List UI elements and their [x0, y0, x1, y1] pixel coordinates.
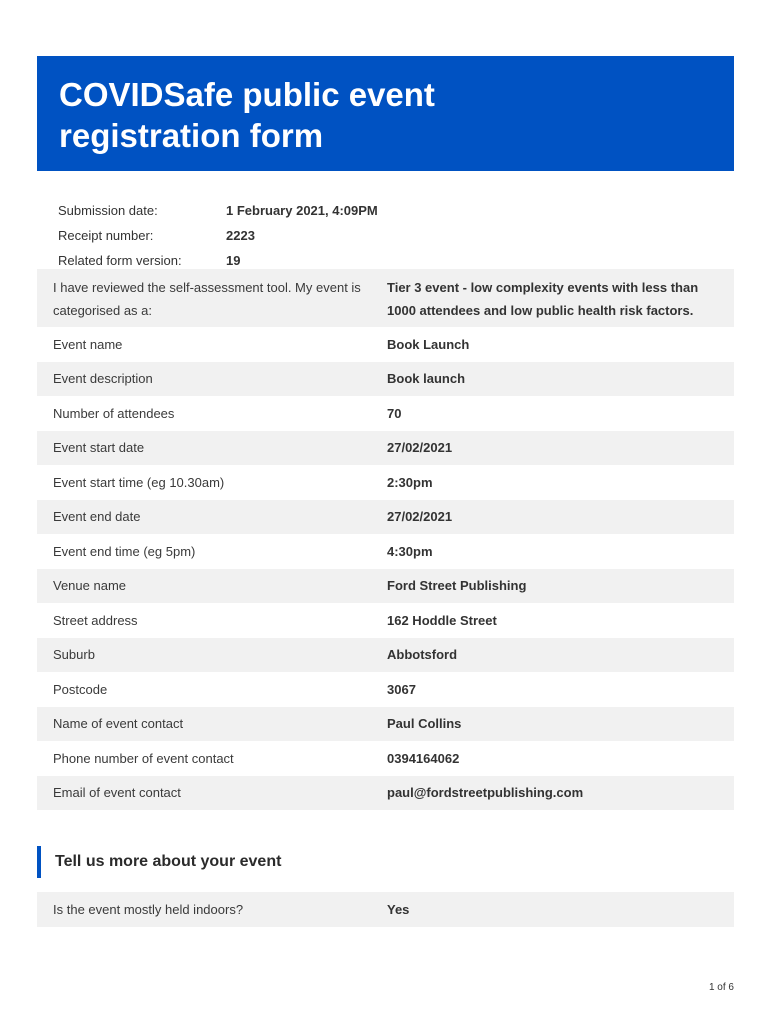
field-label: Name of event contact [53, 716, 184, 732]
meta-label: Related form version: [58, 253, 182, 268]
field-row-postcode [37, 672, 734, 707]
field-label: Event start time (eg 10.30am) [53, 474, 225, 490]
meta-label: Receipt number: [58, 228, 154, 243]
field-label: Event end date [53, 509, 141, 525]
meta-value: 19 [226, 253, 241, 268]
field-value: Book launch [387, 371, 466, 387]
field-value: 2:30pm [387, 474, 433, 490]
field-value: Paul Collins [387, 716, 462, 732]
meta-value: 2223 [226, 228, 255, 243]
field-row-end-date [37, 500, 734, 535]
field-row-attendees [37, 396, 734, 431]
field-value: 27/02/2021 [387, 440, 453, 456]
field-label: Event end time (eg 5pm) [53, 543, 196, 559]
field-label: Venue name [53, 578, 127, 594]
field-value: Ford Street Publishing [387, 578, 527, 594]
field-value: 162 Hoddle Street [387, 612, 497, 628]
section-heading: Tell us more about your event [37, 846, 281, 878]
field-row-start-date [37, 431, 734, 466]
field-row-suburb [37, 638, 734, 673]
field-row-contact-email [37, 776, 734, 811]
field-value: paul@fordstreetpublishing.com [387, 785, 584, 801]
field-value: Yes [387, 902, 410, 917]
field-value: 4:30pm [387, 543, 433, 559]
field-label: Event start date [53, 440, 145, 456]
submission-meta [58, 198, 718, 273]
field-label: Is the event mostly held indoors? [53, 902, 244, 917]
meta-row-receipt-number [58, 223, 718, 248]
meta-label: Submission date: [58, 203, 158, 218]
page-title: COVIDSafe public event registration form [59, 76, 435, 154]
field-label: Postcode [53, 681, 108, 697]
field-row-contact-phone [37, 741, 734, 776]
event-details-table [37, 269, 734, 810]
field-row-contact-name [37, 707, 734, 742]
meta-value: 1 February 2021, 4:09PM [226, 203, 378, 218]
field-value: 27/02/2021 [387, 509, 453, 525]
field-label: Event name [53, 336, 123, 352]
field-row-street-address [37, 603, 734, 638]
field-row-event-tier [37, 269, 734, 327]
field-row-event-name [37, 327, 734, 362]
page-number: 1 of 6 [708, 982, 734, 993]
field-value: 70 [387, 405, 402, 421]
field-label: Email of event contact [53, 785, 181, 801]
field-row-event-description [37, 362, 734, 397]
field-label: Event description [53, 371, 153, 387]
field-label: Street address [53, 612, 138, 628]
field-label: Suburb [53, 647, 95, 663]
field-row-venue-name [37, 569, 734, 604]
meta-row-submission-date [58, 198, 718, 223]
field-value: Tier 3 event - low complexity events with less than 1000 attendees and low public health risk factors. [387, 280, 699, 318]
field-label: I have reviewed the self-assessment tool. My event is categorised as a: [53, 280, 361, 318]
event-more-table [37, 892, 734, 927]
field-row-indoors [37, 892, 734, 927]
field-row-end-time [37, 534, 734, 569]
field-label: Phone number of event contact [53, 750, 234, 766]
field-value: Book Launch [387, 336, 470, 352]
field-value: Abbotsford [387, 647, 458, 663]
field-label: Number of attendees [53, 405, 175, 421]
field-value: 0394164062 [387, 750, 460, 766]
field-value: 3067 [387, 681, 416, 697]
field-row-start-time [37, 465, 734, 500]
title-banner [37, 56, 734, 171]
